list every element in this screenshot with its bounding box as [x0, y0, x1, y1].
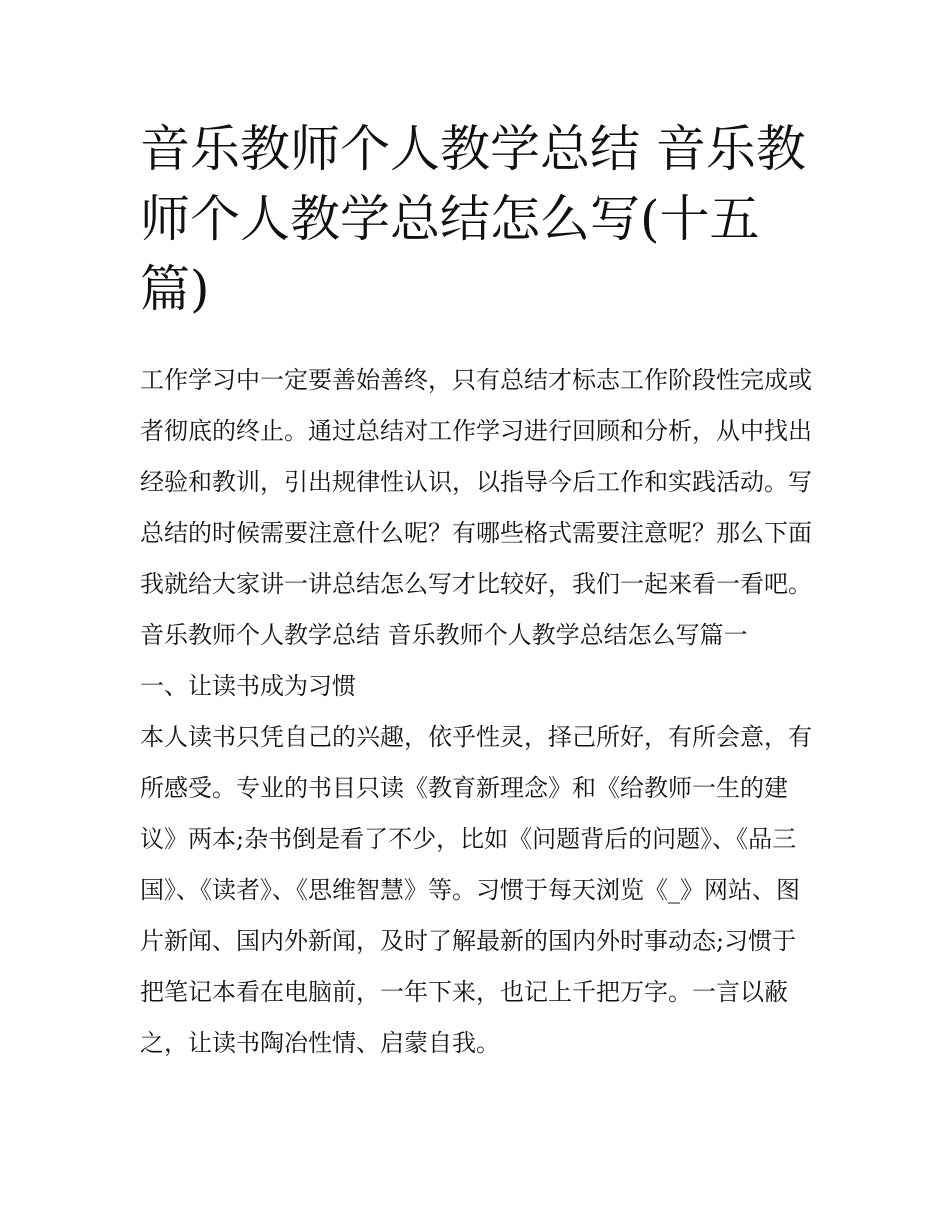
subheading: 一、让读书成为习惯 — [140, 672, 356, 700]
document-title: 音乐教师个人教学总结 音乐教师个人教学总结怎么写(十五篇) — [140, 120, 806, 318]
document-content — [140, 355, 820, 1069]
section-title: 音乐教师个人教学总结 音乐教师个人教学总结怎么写篇一 — [140, 621, 748, 649]
intro-paragraph: 工作学习中一定要善始善终，只有总结才标志工作阶段性完成或者彻底的终止。通过总结对工作学习进行回顾和分析，从中找出经验和教训，引出规律性认识，以指导今后工作和实践活动。写总结的时候需要注意什么呢？有哪些格式需要注意呢？那么下面我就给大家讲一讲总结怎么写才比较好，我们一起来看一看吧。 — [140, 366, 812, 598]
body-paragraph: 本人读书只凭自己的兴趣，依乎性灵，择己所好，有所会意，有所感受。专业的书目只读《教育新理念》和《给教师一生的建议》两本;杂书倒是看了不少，比如《问题背后的问题》、《品三国》、《读者》、《思维智慧》等。习惯于每天浏览《_》网站、图片新闻、国内外新闻，及时了解最新的国内外时事动态;习惯于把笔记本看在电脑前，一年下来，也记上千把万字。一言以蔽之，让读书陶冶性情、启蒙自我。 — [140, 723, 812, 1057]
